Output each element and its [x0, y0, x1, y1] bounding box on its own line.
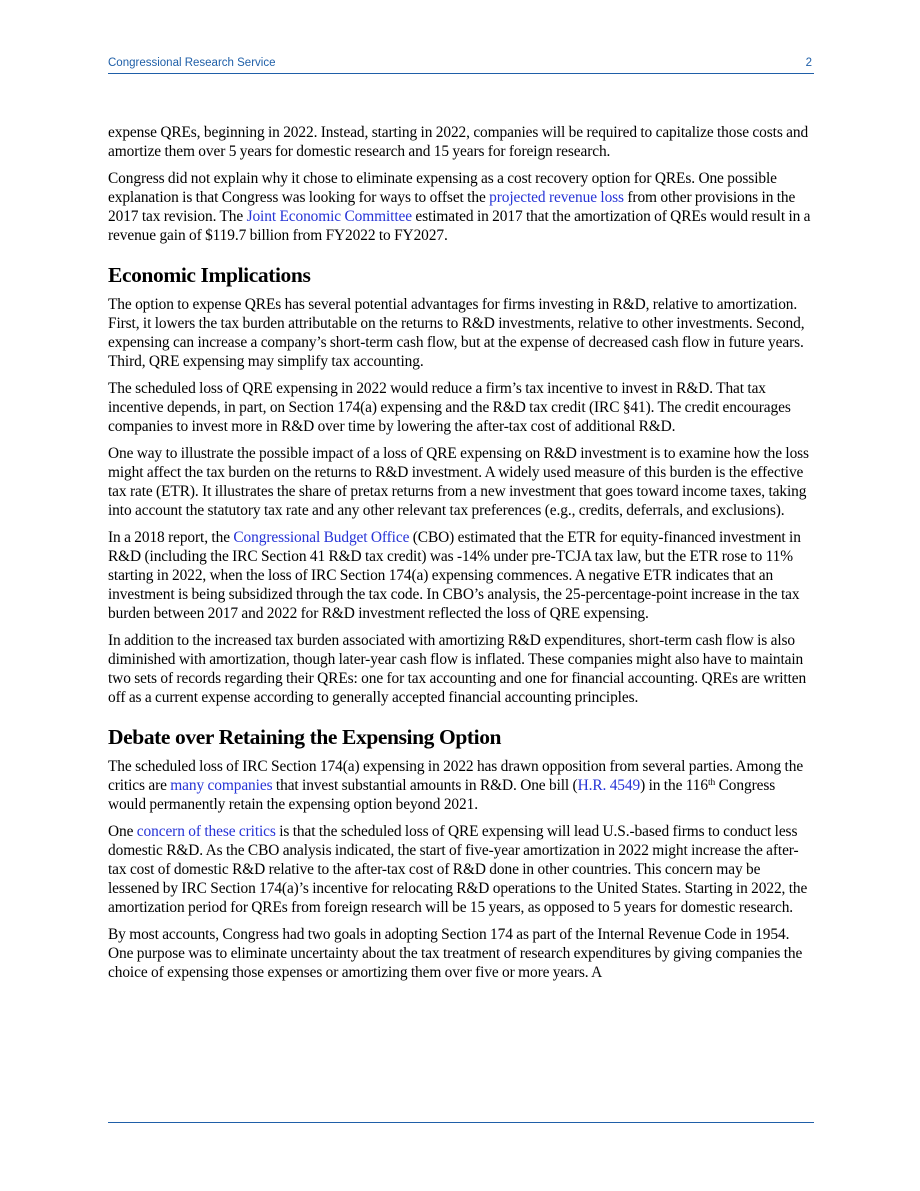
paragraph-congress-explanation: Congress did not explain why it chose to eliminate expensing as a cost recovery option for QREs. One possible explanation is that Congress was looking for ways to offset the projected revenue loss from other provisions in the 2017 tax revision. The Joint Economic Committee estimated in 2017 that the amortization of QREs would result in a revenue gain of $119.7 billion from FY2022 to FY2027.: [108, 169, 811, 244]
link-hr-4549[interactable]: H.R. 4549: [577, 777, 641, 795]
link-concern-of-these-critics[interactable]: concern of these critics: [136, 822, 276, 840]
paragraph-cash-flow: In addition to the increased tax burden associated with amortizing R&D expenditures, short-term cash flow is also diminished with amortization, though later-year cash flow is inflated. These companies might also have to maintain two sets of records regarding their QREs: one for tax accounting and one for financial accounting. QREs are written off as a current expense according to generally accepted financial accounting principles.: [108, 631, 807, 706]
ordinal-superscript: th: [707, 778, 716, 789]
paragraph-effective-tax-rate: One way to illustrate the possible impact of a loss of QRE expensing on R&D investment is to examine how the loss might affect the tax burden on the returns to R&D investment. A widely used measure of this burden is the effective tax rate (ETR). It illustrates the share of pretax returns from a new investment that goes toward income taxes, taking into account the statutory tax rate and any other relevant tax preferences (e.g., credits, deferrals, and exclusions).: [108, 444, 809, 519]
link-projected-revenue-loss[interactable]: projected revenue loss: [489, 188, 624, 206]
link-joint-economic-committee[interactable]: Joint Economic Committee: [246, 207, 412, 225]
paragraph-expensing-advantages: The option to expense QREs has several potential advantages for firms investing in R&D, relative to amortization. First, it lowers the tax burden attributable on the returns to R&D investments, relative to other investments. Second, expensing can increase a company’s short-term cash flow, but at the expense of decreased cash flow in future years. Third, QRE expensing may simplify tax accounting.: [108, 296, 805, 371]
paragraph-opposition: The scheduled loss of IRC Section 174(a) expensing in 2022 has drawn opposition from several parties. Among the critics are many companies that invest substantial amounts in R&D. One bill (H.R. 4549) in the 116th Congress would permanently retain the expensing option beyond 2021.: [108, 757, 804, 814]
link-many-companies[interactable]: many companies: [170, 777, 273, 795]
heading-economic-implications: Economic Implications: [108, 263, 311, 288]
footer-divider: [108, 1122, 814, 1123]
header-organization: Congressional Research Service: [108, 57, 276, 69]
page-number: 2: [805, 57, 812, 69]
page-header: [108, 56, 814, 74]
link-congressional-budget-office[interactable]: Congressional Budget Office: [233, 528, 410, 546]
heading-debate-expensing-option: Debate over Retaining the Expensing Option: [108, 724, 502, 749]
paragraph-cbo-report: In a 2018 report, the Congressional Budget Office (CBO) estimated that the ETR for equity-financed investment in R&D (including the IRC Section 41 R&D tax credit) was -14% under pre-TCJA tax law, but the ETR rose to 11% starting in 2022, when the loss of IRC Section 174(a) expensing commences. A negative ETR indicates that an investment is being subsidized through the tax code. In CBO’s analysis, the 25-percentage-point increase in the tax burden between 2017 and 2022 for R&D investment reflected the loss of QRE expensing.: [108, 528, 801, 622]
paragraph-tax-incentive: The scheduled loss of QRE expensing in 2022 would reduce a firm’s tax incentive to invest in R&D. That tax incentive depends, in part, on Section 174(a) expensing and the R&D tax credit (IRC §41). The credit encourages companies to invest more in R&D over time by lowering the after-tax cost of additional R&D.: [108, 379, 791, 436]
document-body: [108, 123, 814, 989]
paragraph-section-174-goals: By most accounts, Congress had two goals in adopting Section 174 as part of the Internal Revenue Code in 1954. One purpose was to eliminate uncertainty about the tax treatment of research expenditures by giving companies the choice of expensing those expenses or amortizing them over five or more years. A: [108, 925, 803, 981]
paragraph-amortization-intro: expense QREs, beginning in 2022. Instead, starting in 2022, companies will be required to capitalize those costs and amortize them over 5 years for domestic research and 15 years for foreign research.: [108, 124, 809, 161]
paragraph-critics-concern: One concern of these critics is that the scheduled loss of QRE expensing will lead U.S.-based firms to conduct less domestic R&D. As the CBO analysis indicated, the start of five-year amortization in 2022 might increase the after-tax cost of domestic R&D relative to the after-tax cost of R&D done in other countries. This concern may be lessened by IRC Section 174(a)’s incentive for relocating R&D operations to the United States. Starting in 2022, the amortization period for QREs from foreign research will be 15 years, as opposed to 5 years for domestic research.: [108, 822, 808, 917]
